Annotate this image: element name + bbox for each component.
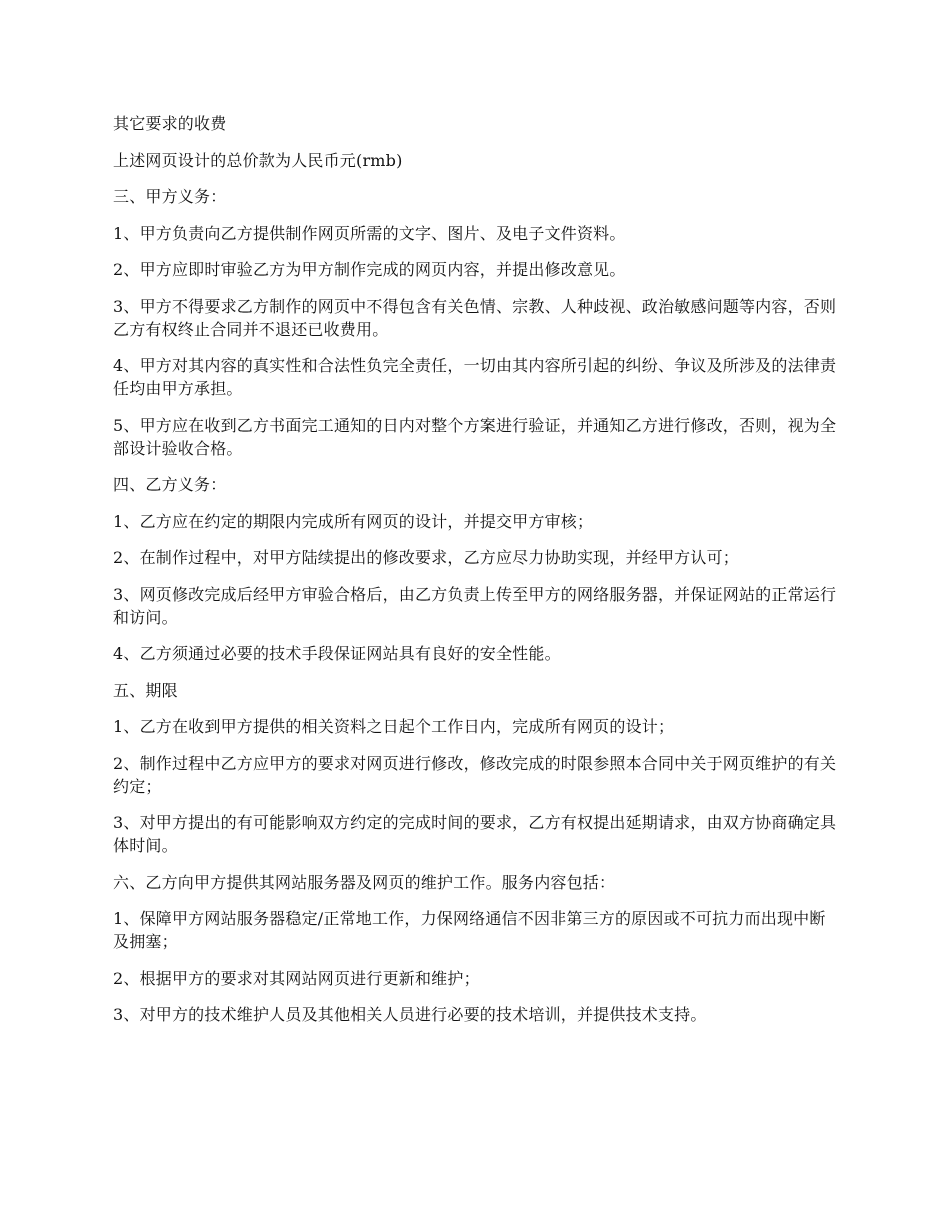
paragraph-maintenance-1: 1、保障甲方网站服务器稳定/正常地工作，力保网络通信不因非第三方的原因或不可抗力而出现中断及拥塞； [113, 909, 826, 951]
paragraph-party-a-3: 3、甲方不得要求乙方制作的网页中不得包含有关色情、宗教、人种歧视、政治敏感问题等内容，否则乙方有权终止合同并不退还已收费用。 [113, 296, 837, 339]
paragraph-term-2: 2、制作过程中乙方应甲方的要求对网页进行修改，修改完成的时限参照本合同中关于网页维护的有关约定； [113, 753, 837, 796]
paragraph-party-b-2: 2、在制作过程中，对甲方陆续提出的修改要求，乙方应尽力协助实现，并经甲方认可； [113, 548, 739, 567]
document-page [113, 112, 839, 1040]
paragraph-fee-other: 其它要求的收费 [113, 114, 227, 133]
heading-maintenance: 六、乙方向甲方提供其网站服务器及网页的维护工作。服务内容包括： [113, 872, 616, 892]
paragraph-party-b-1: 1、乙方应在约定的期限内完成所有网页的设计，并提交甲方审核； [113, 511, 594, 531]
paragraph-maintenance-3: 3、对甲方的技术维护人员及其他相关人员进行必要的技术培训，并提供技术支持。 [113, 1005, 707, 1024]
paragraph-party-a-5: 5、甲方应在收到乙方书面完工通知的日内对整个方案进行验证，并通知乙方进行修改，否则，视为全部设计验收合格。 [113, 415, 837, 458]
paragraph-party-a-2: 2、甲方应即时审验乙方为甲方制作完成的网页内容，并提出修改意见。 [113, 260, 626, 279]
heading-party-a-obligations: 三、甲方义务： [113, 187, 227, 206]
paragraph-term-1: 1、乙方在收到甲方提供的相关资料之日起个工作日内，完成所有网页的设计； [113, 717, 675, 736]
paragraph-total-price: 上述网页设计的总价款为人民币元(rmb) [113, 150, 403, 170]
heading-party-b-obligations: 四、乙方义务： [113, 475, 227, 494]
heading-term: 五、期限 [113, 680, 178, 700]
paragraph-party-a-1: 1、甲方负责向乙方提供制作网页所需的文字、图片、及电子文件资料。 [113, 223, 626, 243]
paragraph-party-b-4: 4、乙方须通过必要的技术手段保证网站具有良好的安全性能。 [113, 644, 561, 663]
paragraph-term-3: 3、对甲方提出的有可能影响双方约定的完成时间的要求，乙方有权提出延期请求，由双方协商确定具体时间。 [113, 813, 837, 855]
paragraph-party-b-3: 3、网页修改完成后经甲方审验合格后，由乙方负责上传至甲方的网络服务器，并保证网站的正常运行和访问。 [113, 584, 837, 627]
paragraph-party-a-4: 4、甲方对其内容的真实性和合法性负完全责任，一切由其内容所引起的纠纷、争议及所涉及的法律责任均由甲方承担。 [113, 356, 837, 398]
paragraph-maintenance-2: 2、根据甲方的要求对其网站网页进行更新和维护； [113, 968, 480, 988]
